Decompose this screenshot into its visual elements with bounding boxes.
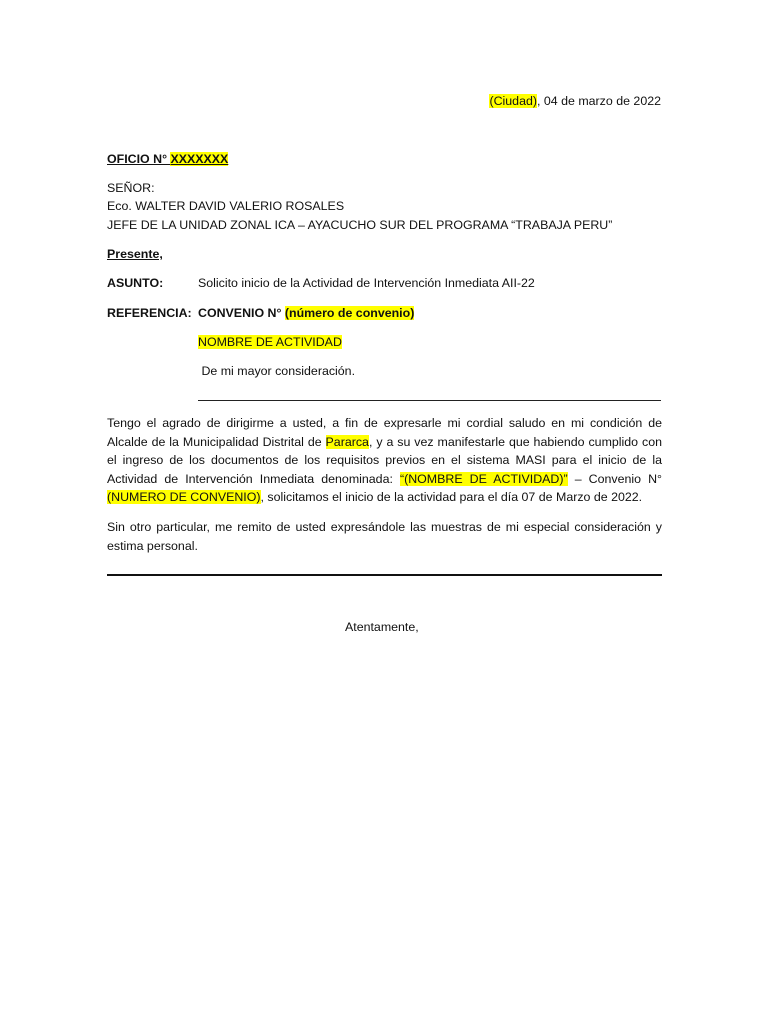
activity-name-line	[198, 336, 342, 348]
greeting: De mi mayor consideración.	[198, 364, 356, 378]
convenio-placeholder: (NUMERO DE CONVENIO)	[107, 490, 261, 505]
date-text: , 04 de marzo de 2022	[537, 94, 661, 108]
separator-line-thick	[107, 574, 662, 576]
referencia-label: REFERENCIA:	[107, 306, 192, 320]
asunto-text: Solicito inicio de la Actividad de Intervención Inmediata AII-22	[198, 276, 535, 290]
city-placeholder: (Ciudad)	[489, 94, 537, 108]
activity-name-placeholder: NOMBRE DE ACTIVIDAD	[198, 335, 342, 349]
convenio-label: CONVENIO N°	[198, 306, 285, 320]
body-text-2: , y a su vez manifestarle que habiendo cumplido con el ingreso de los documentos de los requisitos previos en el sistema MASI para el inicio de la Actividad de Intervención Inmediata denominada:	[107, 434, 662, 486]
body-paragraph-1	[107, 414, 662, 507]
body-paragraph-2: Sin otro particular, me remito de usted expresándole las muestras de mi especial consideración y estima personal.	[107, 520, 662, 553]
oficio-label: OFICIO N°	[107, 152, 171, 166]
date-line	[489, 95, 661, 107]
oficio-number-line	[107, 153, 228, 165]
district-placeholder: Pararca	[325, 434, 369, 449]
addressee-salutation: SEÑOR:	[107, 181, 155, 195]
body-text-4: , solicitamos el inicio de la actividad para el día 07 de Marzo de 2022.	[260, 490, 643, 505]
activity-placeholder: “(NOMBRE DE ACTIVIDAD)”	[399, 471, 568, 486]
asunto-label: ASUNTO:	[107, 276, 164, 290]
closing: Atentamente,	[345, 620, 419, 634]
convenio-number-placeholder: (número de convenio)	[284, 306, 415, 320]
body-text-1: Tengo el agrado de dirigirme a usted, a fin de expresarle mi cordial saludo en mi condición de Alcalde de la Municipalidad Distrital de	[107, 416, 662, 449]
body-text-3: – Convenio N°	[567, 471, 662, 486]
referencia-convenio	[198, 307, 414, 319]
addressee-name: Eco. WALTER DAVID VALERIO ROSALES	[107, 199, 345, 213]
oficio-number-placeholder: XXXXXXX	[170, 152, 229, 166]
separator-line	[198, 400, 661, 401]
addressee-position: JEFE DE LA UNIDAD ZONAL ICA – AYACUCHO SUR DEL PROGRAMA “TRABAJA PERU”	[107, 218, 613, 232]
presente-line: Presente,	[107, 247, 163, 261]
